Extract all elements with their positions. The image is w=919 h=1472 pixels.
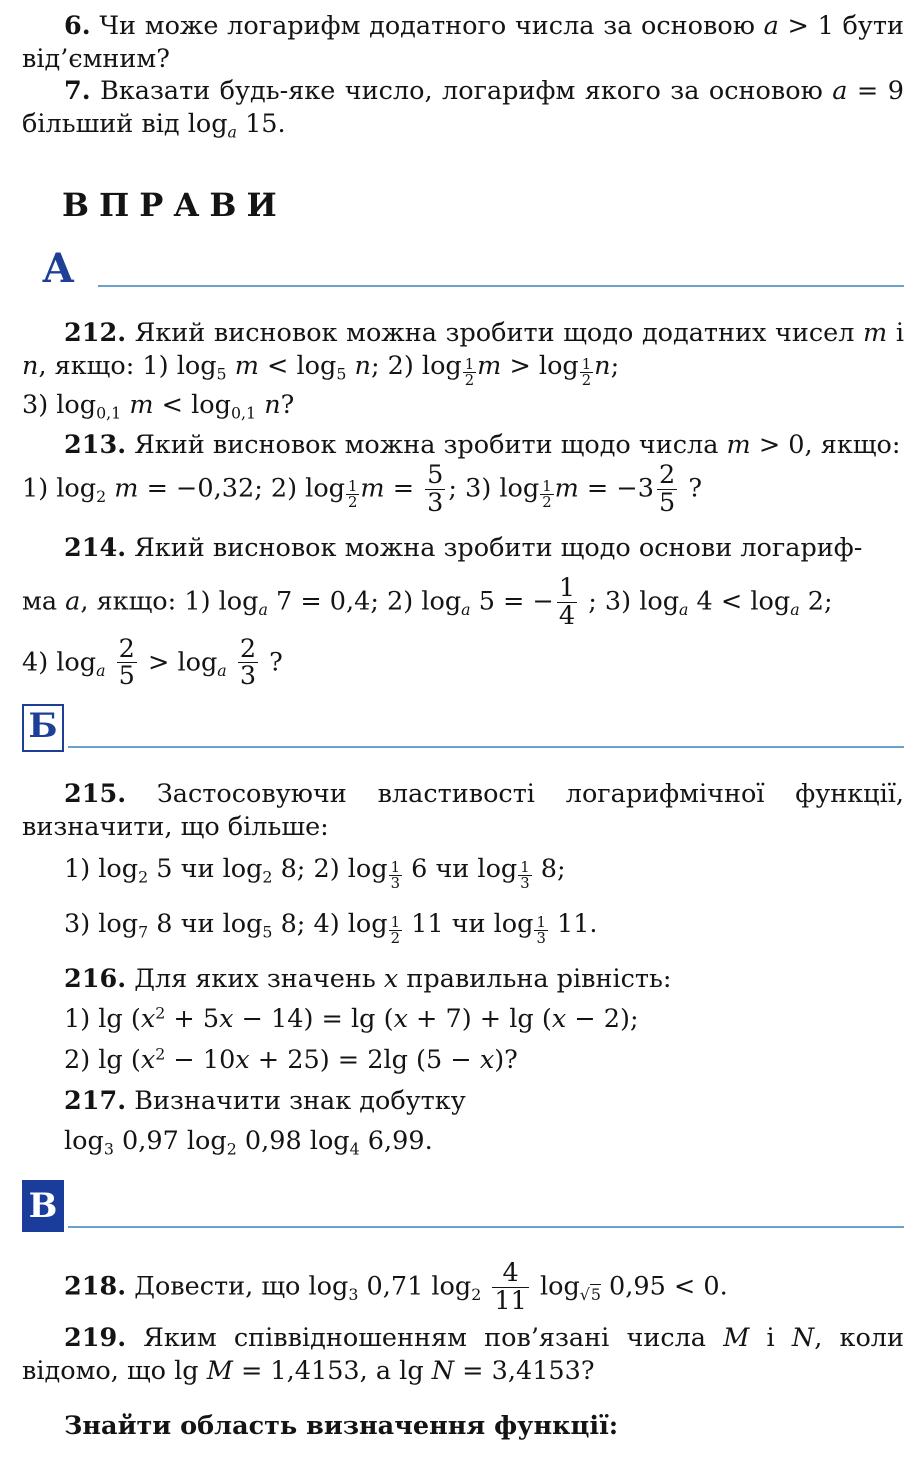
exercise-216-line-1: 1) $\lg (x^2 + 5x - 14) = \lg (x + 7) + \lg (x - 2)$; (64, 1003, 639, 1035)
section-b-label: Б (22, 704, 64, 752)
exercise-217: 217. Визначити знак добутку (64, 1085, 466, 1116)
footer-instruction: Знайти область визначення функції: (64, 1410, 619, 1441)
fraction-one-third: $\frac{1}{3}$ (520, 858, 530, 893)
fraction-five-thirds: $\frac{5}{3}$ (427, 459, 444, 518)
exercise-214: 214. Який висновок можна зробити щодо основи логариф- (64, 533, 863, 564)
fraction-one-third: $\frac{1}{3}$ (536, 913, 546, 948)
exercise-214-line-2: ма a, якщо: 1) $\log_a 7 = 0,4$; 2) $\log_a 5$ = − $\frac{1}{4}$ ; 3) $\log_a 4 < \log_a 2$; (22, 573, 833, 631)
question-7: 7. Вказати будь-яке число, логарифм якого за основою a = 9 більший від $\log_a 15$. (22, 76, 904, 142)
textbook-page (22, 10, 904, 1442)
fraction-one-quarter: $\frac{1}{4}$ (558, 573, 576, 631)
section-a-rule (98, 285, 904, 287)
exercise-216-line-2: 2) $\lg (x^2 - 10x + 25) = 2\lg$ (5 − x)? (64, 1044, 518, 1075)
exercise-213: 213. Який висновок можна зробити щодо числа m > 0, якщо: (64, 430, 901, 461)
exercise-218: 218. Довести, що $\log_3 0,71$ $\log_2$ $\frac{4}{11}$ $\log_{√5} 0,95 < 0$. (64, 1257, 728, 1316)
section-v-header (22, 1180, 904, 1232)
section-b-rule (68, 746, 904, 748)
exercise-216: 216. Для яких значень x правильна рівність: (64, 963, 672, 994)
section-a-label: А (42, 245, 75, 293)
exercise-217-line-1: $\log_3 0,97$ $\log_2 0,98$ $\log_4 6,99$. (64, 1126, 433, 1159)
fraction-two-fifths: $\frac{2}{5}$ (658, 459, 676, 518)
exercise-214-line-3: 4) $\log_a$ $\frac{2}{5}$ > $\log_a$ $\frac{2}{3}$ ? (22, 633, 283, 692)
section-a-header (22, 247, 904, 291)
exercise-215-line-1: 1) $\log_2 5$ чи $\log_2 8$; 2) log $\frac{1}{3}$ 6 чи log $\frac{1}{3}$ 8; (64, 854, 566, 893)
fraction-one-half: $\frac{1}{2}$ (348, 477, 358, 512)
section-b-header (22, 704, 904, 752)
exercise-212: 212. Який висновок можна зробити щодо додатних чисел m і n, якщо: 1) $\log_5 m < \log_5 n$; 2) log $\frac{1}{2}$ m > log $\frac{1}{2}$ n; 3) $\log_{0,1} m < \log_{0,1} n$? (22, 318, 904, 423)
fraction-two-thirds: $\frac{2}{3}$ (239, 633, 257, 692)
section-v-rule (68, 1226, 904, 1228)
exercise-215-line-2: 3) $\log_7 8$ чи $\log_5 8$; 4) log $\frac{1}{2}$ 11 чи log $\frac{1}{3}$ 11. (64, 909, 598, 948)
fraction-one-half: $\frac{1}{2}$ (464, 355, 475, 390)
fraction-one-third: $\frac{1}{3}$ (390, 858, 401, 893)
fraction-one-half: $\frac{1}{2}$ (542, 477, 552, 512)
section-v-label: В (22, 1180, 64, 1232)
question-6: 6. Чи може логарифм додатного числа за основою a > 1 бути від’ємним? (22, 11, 904, 74)
exercises-heading: ВПРАВИ (62, 185, 287, 224)
exercise-213-line-2: 1) $\log_2 m = -0,32$; 2) log $\frac{1}{2}$ m = $\frac{5}{3}$ ; 3) log $\frac{1}{2}$ m = −3 $\frac{2}{5}$ ? (22, 459, 702, 518)
sqrt-five-base: √5 (579, 1284, 601, 1304)
exercise-215: 215. Застосовуючи властивості логарифмічної функції, визначити, що більше: (22, 779, 904, 842)
fraction-one-half: $\frac{1}{2}$ (581, 355, 592, 390)
fraction-one-half: $\frac{1}{2}$ (390, 913, 401, 948)
fraction-two-fifths: $\frac{2}{5}$ (118, 633, 135, 692)
fraction-four-elevenths: $\frac{4}{11}$ (494, 1257, 527, 1316)
exercise-219: 219. Яким співвідношенням пов’язані числа M і N, коли відомо, що lg M = 1,4153, а lg N = 3,4153? (22, 1323, 904, 1386)
